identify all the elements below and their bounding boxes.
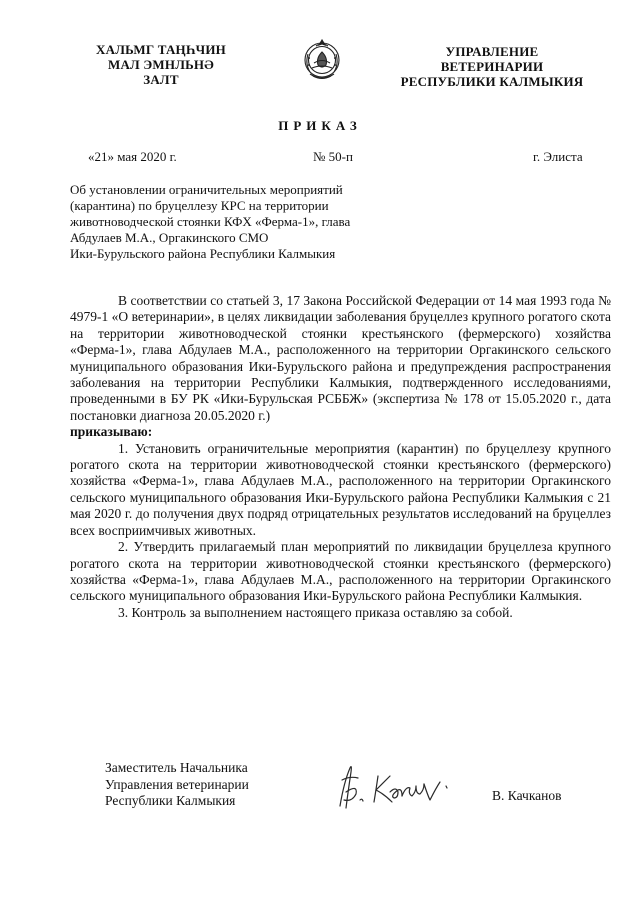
order-subject [70,182,380,262]
header-right-line: УПРАВЛЕНИЕ [445,44,539,59]
subject-line: Об установлении ограничительных мероприятий [70,182,343,197]
subject-line: Ики-Бурульского района Республики Калмыкия [70,246,336,261]
order-item-1: 1. Установить ограничительные мероприятия (карантин) по бруцеллезу крупного рогатого скота на территории животноводческой стоянки крестьянского (фермерского) хозяйства «Ферма-1», глава Абдулаев М.А., расположенного на территории Оргакинского сельского муниципального образования Ики-Бурульского района Республики Калмыкия с 21 мая 2020 г. до получения двух подряд отрицательных результатов исследований на бруцеллез всех восприимчивых животных. [70,440,611,538]
kalmykia-coat-of-arms-icon [300,34,344,84]
signer-name: В. Качканов [492,788,562,803]
header-left-line: МАЛ ЭМНЛЬНӘ [108,57,214,72]
order-body [70,293,611,621]
document-title: ПРИКАЗ [278,118,362,133]
subject-line: Абдулаев М.А., Оргакинского СМО [70,230,269,245]
signer-position-line: Управления ветеринарии [105,776,249,792]
header-right-line: РЕСПУБЛИКИ КАЛМЫКИЯ [400,74,584,89]
order-item-2: 2. Утвердить прилагаемый план мероприятий по ликвидации бруцеллеза крупного рогатого скота на территории животноводческой стоянки крестьянского (фермерского) хозяйства «Ферма-1», глава Абдулаев М.А., расположенного на территории Оргакинского сельского муниципального образования Ики-Бурульского района Республики Калмыкия. [70,539,611,604]
order-keyword: приказываю: [70,424,153,440]
header-left-line: ХАЛЬМГ ТАҢҺЧИН [96,42,226,57]
signer-position-line: Республики Калмыкия [105,793,236,808]
body-intro-paragraph: В соответствии со статьей 3, 17 Закона Российской Федерации от 14 мая 1993 года № 4979-1 «О ветеринарии», в целях ликвидации заболевания бруцеллез крупного рогатого скота на территории животноводческой стоянки крестьянского (фермерского) хозяйства «Ферма-1», глава Абдулаев М.А., расположенного на территории Оргакинского сельского муниципального образования Ики-Бурульского района и предупреждения распространения заболевания на территории Республики Калмыкия, подтвержденного исследованиями, проведенными в БУ РК «Ики-Бурульская РСББЖ» (экспертиза № 178 от 15.05.2020 г., дата постановки диагноза 20.05.2020 г.) [70,293,611,423]
header-left-kalmyk [86,42,236,87]
order-city: г. Элиста [533,149,583,164]
order-date: «21» мая 2020 г. [88,149,177,164]
header-left-line: ЗАЛТ [143,72,179,87]
signer-position [105,760,249,810]
subject-line: (карантина) по бруцеллезу КРС на территории [70,198,329,213]
header-right-line: ВЕТЕРИНАРИИ [440,59,544,74]
order-number: № 50-п [313,149,353,164]
signer-position-line: Заместитель Начальника [105,760,248,775]
handwritten-signature [332,762,460,814]
header-right-russian [392,44,592,89]
order-item-3: 3. Контроль за выполнением настоящего приказа оставляю за собой. [118,604,513,620]
subject-line: животноводческой стоянки КФХ «Ферма-1», глава [70,214,351,229]
